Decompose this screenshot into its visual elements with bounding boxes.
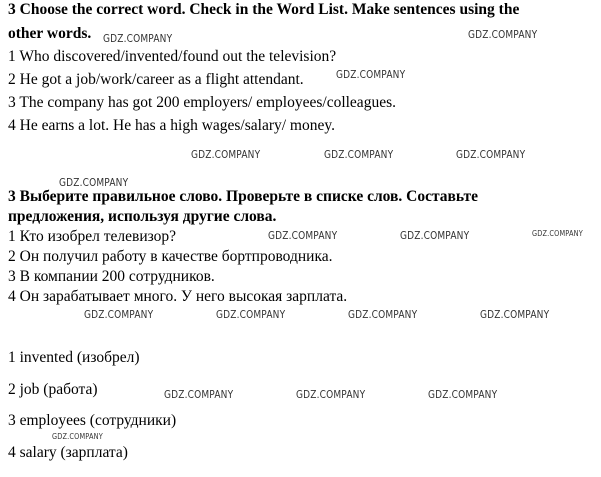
english-item-2: 2 He got a job/work/career as a flight attendant. [8,71,304,88]
watermark: GDZ.COMPANY [480,308,550,321]
watermark: GDZ.COMPANY [532,229,583,238]
watermark: GDZ.COMPANY [348,308,418,321]
watermark: GDZ.COMPANY [400,229,470,242]
answer-2: 2 job (работа) [8,381,98,398]
answer-1: 1 invented (изобрел) [8,349,140,366]
russian-item-2: 2 Он получил работу в качестве бортпроводника. [8,248,333,265]
english-item-1: 1 Who discovered/invented/found out the television? [8,48,337,65]
russian-heading-line2: предложения, используя другие слова. [8,208,277,225]
watermark: GDZ.COMPANY [59,176,129,189]
russian-item-4: 4 Он зарабатывает много. У него высокая зарплата. [8,288,348,305]
watermark: GDZ.COMPANY [268,229,338,242]
russian-item-1: 1 Кто изобрел телевизор? [8,228,177,245]
answer-3: 3 employees (сотрудники) [8,412,177,429]
watermark: GDZ.COMPANY [216,308,286,321]
watermark: GDZ.COMPANY [456,148,526,161]
watermark: GDZ.COMPANY [52,432,103,441]
watermark: GDZ.COMPANY [84,308,154,321]
watermark: GDZ.COMPANY [324,148,394,161]
watermark: GDZ.COMPANY [191,148,261,161]
russian-heading-line1: 3 Выберите правильное слово. Проверьте в списке слов. Составьте [8,188,479,205]
watermark: GDZ.COMPANY [468,28,538,41]
watermark: GDZ.COMPANY [428,388,498,401]
english-item-4: 4 He earns a lot. He has a high wages/salary/ money. [8,117,335,134]
english-heading-line2: other words. [8,25,92,42]
russian-item-3: 3 В компании 200 сотрудников. [8,268,215,285]
watermark: GDZ.COMPANY [164,388,234,401]
english-heading-line1: 3 Choose the correct word. Check in the Word List. Make sentences using the [8,1,520,18]
answer-4: 4 salary (зарплата) [8,444,128,461]
english-item-3: 3 The company has got 200 employers/ employees/colleagues. [8,94,396,111]
watermark: GDZ.COMPANY [336,68,406,81]
watermark: GDZ.COMPANY [296,388,366,401]
watermark: GDZ.COMPANY [103,32,173,45]
